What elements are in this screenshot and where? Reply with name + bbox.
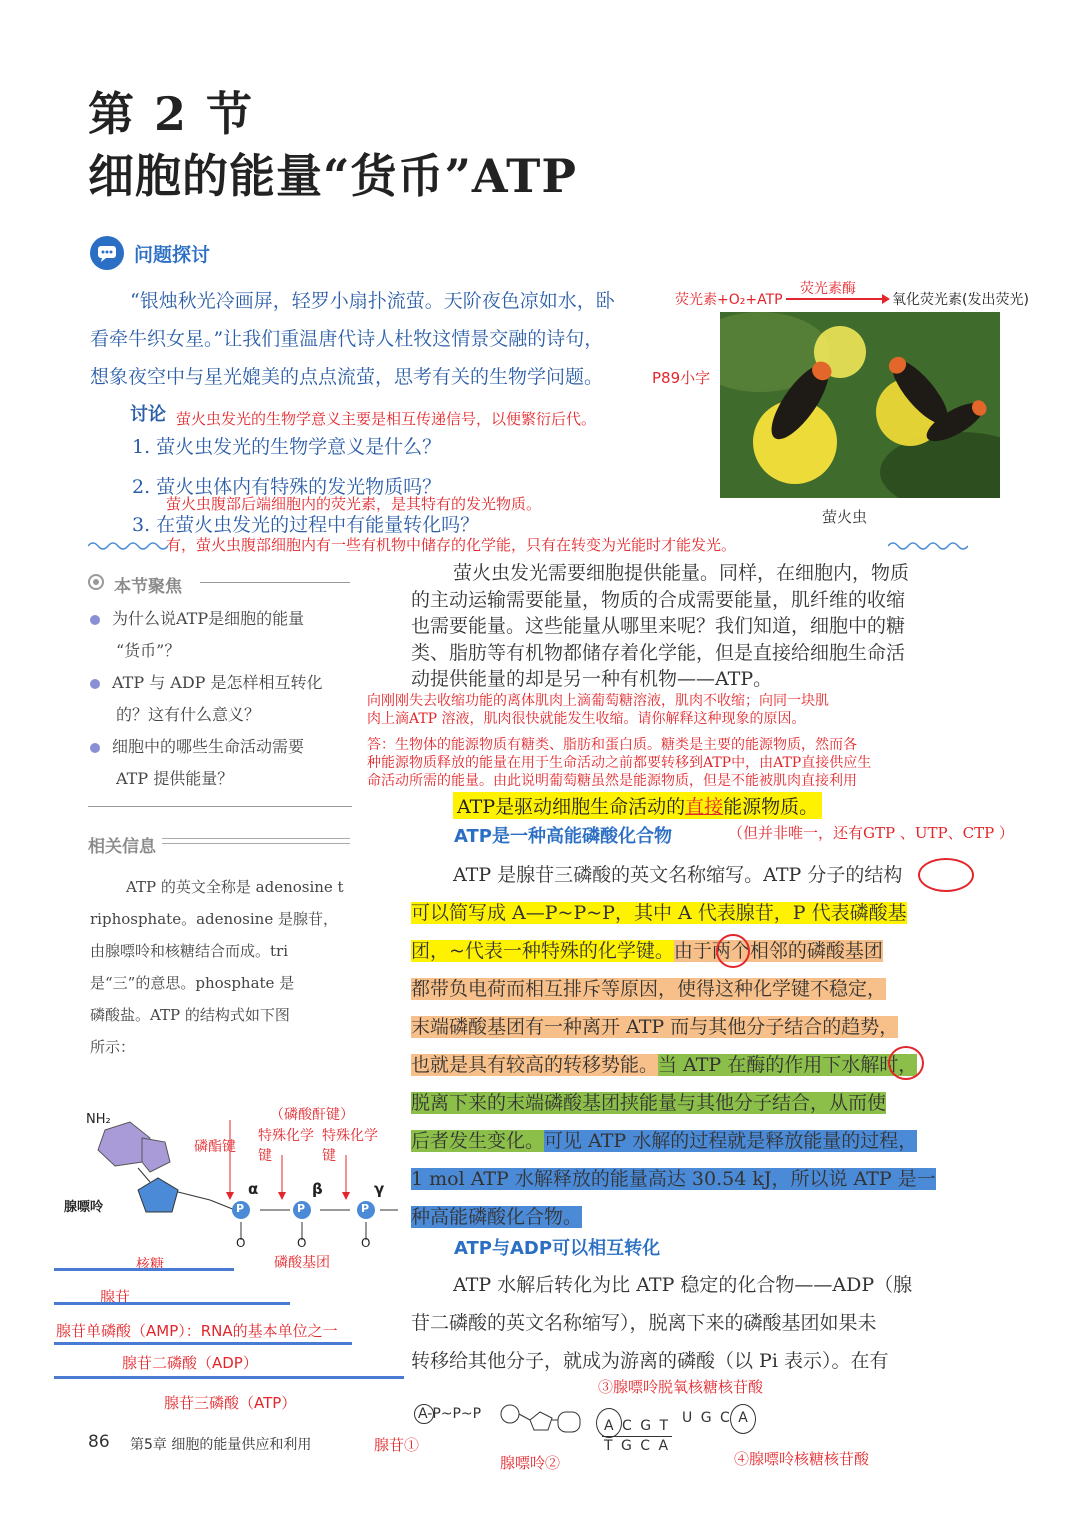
wavy-divider-right [888,540,968,552]
poem-line: 看牵牛织女星。”让我们重温唐代诗人杜牧这情景交融的诗句， [90,328,604,350]
reaction-reactants: 荧光素+O₂+ATP [675,292,783,308]
question-2: 2. 萤火虫体内有特殊的发光物质吗？ [132,476,442,498]
ester-bond-label: 磷酯键 [194,1139,236,1155]
reaction-product: 氧化荧光素(发出荧光) [892,292,1029,308]
poem-block [90,282,680,396]
discuss-label: 讨论 [130,404,166,425]
nucleotide-formula: A-P~P~P [418,1406,482,1422]
subsection-title-1: ATP是一种高能磷酸化合物 [454,826,673,847]
adenosine-bracket [54,1268,234,1271]
p-label: P [297,1202,306,1215]
related-header: 相关信息 [88,837,156,857]
circle-annotation [888,1046,924,1080]
related-header-line [162,838,350,844]
dna-bottom-strand: T G C A [604,1438,671,1454]
o-label: O [361,1236,371,1250]
beta-label: β [312,1180,323,1198]
note-adenosine: 腺苷① [374,1436,420,1454]
page-note: P89小字 [652,369,711,387]
circle-annotation [596,1408,622,1438]
chapter-footer: 第5章 细胞的能量供应和利用 [130,1437,312,1453]
answer-2: 萤火虫腹部后端细胞内的荧光素，是其特有的发光物质。 [166,495,542,513]
alpha-label: α [248,1180,259,1198]
nh2-label: NH₂ [86,1112,111,1127]
question-3: 3. 在萤火虫发光的过程中有能量转化吗？ [132,514,480,536]
note-adenine: 腺嘌呤② [500,1454,561,1472]
atp-bracket [54,1376,404,1379]
poem-line: “银烛秋光冷画屏，轻罗小扇扑流萤。天阶夜色凉如水，卧 [130,290,615,312]
p-label: P [236,1202,245,1215]
bullet-icon [90,679,100,689]
adp-label: 腺苷二磷酸（ADP） [122,1354,258,1372]
photo-caption: 萤火虫 [822,508,868,526]
main-paragraph-2: ATP 是腺苷三磷酸的英文名称缩写。ATP 分子的结构 可以简写成 A—P~P~P，其中 A 代表腺苷，P 代表磷酸基 团，~代表一种特殊的化学键。由于两个相邻的磷酸基团 都带负电荷而相互排斥等原因，使得这种化学键不稳定， 末端磷酸基团有一种离开 ATP 而与其他分子结合的趋势， 也就是具有较高的转移势能。当 ATP 在酶的作用下水解时， 脱离下来的末端磷酸基团挟能量与其他分子结合，从而使 后者发生变化。可见 ATP 水解的过程就是释放能量的过程， 1 mol ATP 水解释放的能量高达 30.54 kJ，所以说 ATP 是一 种高能磷酸化合物。 [411,864,936,1228]
reaction-arrow-icon [786,292,890,306]
focus-header-line [200,582,350,583]
amp-label: 腺苷单磷酸（AMP）：RNA的基本单位之一 [56,1322,338,1340]
focus-item: 为什么说ATP是细胞的能量 [90,603,360,635]
o-label: O [236,1236,246,1250]
anhydride-label: （磷酸酐键） [270,1107,354,1123]
amp-bracket [54,1302,290,1305]
special-bond-1-label: 特殊化学键 [258,1128,314,1164]
note-4: ④腺嘌呤核糖核苷酸 [734,1450,870,1468]
discussion-header: 问题探讨 [134,244,211,266]
poem-line: 想象夜空中与星光媲美的点点流萤，思考有关的生物学问题。 [90,366,604,388]
rna-strand: U G C A [682,1410,750,1426]
circle-annotation [730,1404,756,1434]
main-paragraph-1: 萤火虫发光需要细胞提供能量。同样，在细胞内，物质 的主动运输需要能量，物质的合成需要能量，肌纤维的收缩 也需要能量。这些能量从哪里来呢？我们知道，细胞中的糖 类、脂肪等有机物都储存着化学能，但是直接给细胞生命活 动提供能量的却是另一种有机物——ATP。 [411,562,910,690]
p-label: P [361,1202,370,1215]
circle-annotation [918,858,974,892]
answer-note: 答：生物体的能源物质有糖类、脂肪和蛋白质。糖类是主要的能源物质，然而各 种能源物质释放的能量在用于生命活动之前都要转移到ATP中，由ATP直接供应生 命活动所需的能量。由此说明葡萄糖虽然是能源物质，但是不能被肌肉直接利用 [367,737,872,789]
main-paragraph-3: ATP 水解后转化为比 ATP 稳定的化合物——ADP（腺 苷二磷酸的英文名称缩写），脱离下来的磷酸基团如果未 转移给其他分子，就成为游离的磷酸（以 Pi 表示）。在有 [411,1274,913,1372]
answer-3: 有，萤火虫腹部细胞内有一些有机物中储存的化学能，只有在转变为光能时才能发光。 [166,536,737,554]
note-3: ③腺嘌呤脱氧核糖核苷酸 [598,1378,764,1396]
firefly-photo [720,312,1000,498]
related-text: ATP 的英文全称是 adenosine t riphosphate。adenosine 是腺苷， 由腺嘌呤和核糖结合而成。tri 是“三”的意思。phosphate 是 磷酸盐。ATP 的结构式如下图 所示： [90,878,344,1056]
section-number: 第 2 节 [88,87,255,141]
question-1: 1. 萤火虫发光的生物学意义是什么？ [132,436,442,458]
key-sentence: ATP是驱动细胞生命活动的直接能源物质。 [453,792,822,819]
focus-list: 为什么说ATP是细胞的能量 “货币”？ ATP 与 ADP 是怎样相互转化 的？这有什么意义？ 细胞中的哪些生命活动需要 ATP 提供能量？ [90,603,360,795]
target-icon [88,574,104,590]
dna-top-strand: A C G T [604,1418,671,1434]
focus-item: ATP 与 ADP 是怎样相互转化 [90,667,360,699]
circle-annotation [716,934,750,968]
reaction-enzyme: 荧光素酶 [800,281,856,297]
subsection-note-1: （但并非唯一，还有GTP 、UTP、CTP ） [728,824,1014,842]
wavy-divider-left [88,540,168,552]
special-bond-2-label: 特殊化学键 [322,1128,378,1164]
purine-label: 腺嘌呤 [64,1200,104,1215]
bullet-icon [90,615,100,625]
adenosine-label: 腺苷 [100,1288,131,1306]
focus-bottom-line [88,806,352,807]
page-number: 86 [88,1432,110,1452]
focus-item: 细胞中的哪些生命活动需要 [90,731,360,763]
question-note: 向刚刚失去收缩功能的离体肌肉上滴葡萄糖溶液，肌肉不收缩；向同一块肌 肉上滴ATP 溶液，肌肉很快就能发生收缩。请你解释这种现象的原因。 [367,693,829,727]
nucleotide-sketch [496,1400,586,1440]
atp-label: 腺苷三磷酸（ATP） [164,1394,297,1412]
bullet-icon [90,743,100,753]
phosphate-group-label: 磷酸基团 [274,1255,330,1271]
section-title: 细胞的能量“货币”ATP [88,149,577,203]
o-label: O [297,1236,307,1250]
chat-icon [90,236,124,270]
adp-bracket [54,1342,352,1345]
subsection-title-2: ATP与ADP可以相互转化 [454,1238,661,1259]
gamma-label: γ [374,1180,385,1198]
answer-1: 萤火虫发光的生物学意义主要是相互传递信号，以便繁衍后代。 [176,410,597,428]
focus-header: 本节聚焦 [114,577,182,597]
ribose-label: 核糖 [136,1257,164,1273]
